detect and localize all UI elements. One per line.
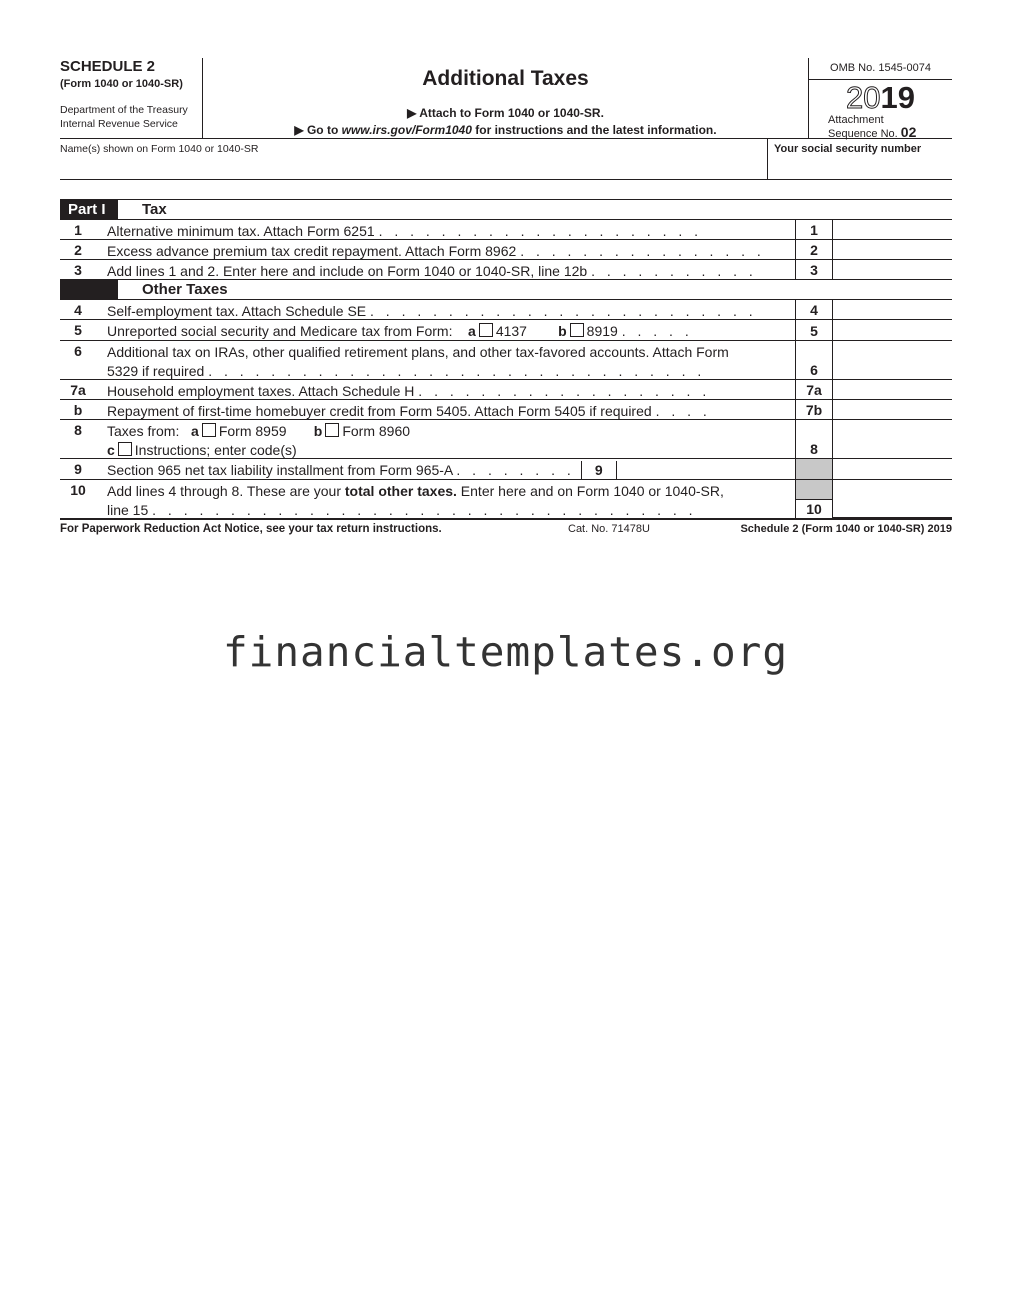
instructions-checkbox[interactable]: [118, 442, 132, 456]
goto-instruction: [203, 123, 808, 137]
form-title: Additional Taxes: [422, 67, 589, 90]
sequence-number: 02: [900, 124, 917, 140]
line-text: Unreported social security and Medicare tax from Form:: [107, 323, 453, 339]
line-description: [96, 320, 795, 340]
line-8: [60, 420, 952, 459]
line-box-label: 2: [795, 240, 833, 259]
line-description: [96, 480, 795, 518]
part1-label: Part I: [60, 200, 118, 219]
line-description: [96, 240, 795, 259]
line-number: 3: [74, 262, 82, 278]
form-8960-checkbox[interactable]: [325, 423, 339, 437]
line-description: [96, 400, 795, 419]
line-7b-amount[interactable]: [833, 400, 952, 419]
leader-dots: . . . . . . . . . . . . . . . . . . . . . . . . . . . . . . . .: [208, 363, 706, 379]
line-box-label: [795, 480, 833, 518]
line-text-post: Enter here and on Form 1040 or 1040-SR,: [456, 483, 724, 499]
line-text-1: Additional tax on IRAs, other qualified retirement plans, and other tax-favored accounts. Attach Form: [107, 344, 729, 360]
form-reference: (Form 1040 or 1040-SR): [60, 78, 183, 90]
shaded-box: [795, 459, 833, 479]
line-description: [96, 459, 795, 479]
line-text: Excess advance premium tax credit repayment. Attach Form 8962: [107, 243, 517, 259]
line-7a-amount[interactable]: [833, 380, 952, 399]
line-5: [60, 320, 952, 341]
line-text: Add lines 1 and 2. Enter here and include on Form 1040 or 1040-SR, line 12b: [107, 263, 588, 279]
line-number: 7a: [70, 382, 86, 398]
leader-dots: . . . . . . . . . . . . . . . . . . . . . . . . .: [370, 303, 757, 319]
line-8-amount[interactable]: [833, 420, 952, 458]
catalog-number: Cat. No. 71478U: [568, 523, 650, 535]
line-1: [60, 220, 952, 240]
line-box-label: 1: [795, 220, 833, 239]
leader-dots: . . . . . . . . . . . . . . . . . . . . . . . . . . . . . . . . . . .: [152, 502, 697, 518]
leader-dots: . . . . .: [621, 323, 693, 339]
line-number: 5: [74, 322, 82, 338]
line-2-amount[interactable]: [833, 240, 952, 259]
line-5-amount[interactable]: [833, 320, 952, 340]
line-description: [96, 341, 795, 379]
line-7b: [60, 400, 952, 420]
line-1-amount[interactable]: [833, 220, 952, 239]
name-field[interactable]: [60, 139, 767, 179]
line-text-bold: total other taxes.: [344, 483, 457, 499]
header-center: [203, 58, 808, 138]
line-box-label: 5: [795, 320, 833, 340]
omb-number: OMB No. 1545-0074: [809, 58, 952, 80]
part1-header: [60, 199, 952, 220]
option-b-letter: b: [558, 323, 567, 339]
option-a-text: Form 8959: [218, 423, 287, 439]
option-b-letter: b: [313, 423, 323, 439]
line-9-blank: [833, 459, 952, 479]
department-line2: Internal Revenue Service: [60, 118, 178, 130]
line-3: [60, 260, 952, 280]
option-a-letter: a: [191, 423, 199, 439]
header-right: [808, 58, 952, 138]
attach-instruction: ▶ Attach to Form 1040 or 1040-SR.: [407, 106, 604, 120]
goto-suffix: for instructions and the latest information.: [471, 123, 717, 137]
option-c-text: Instructions; enter code(s): [134, 442, 297, 458]
watermark-text: financialtemplates.org: [222, 628, 789, 676]
part2-title: Other Taxes: [142, 281, 228, 298]
line-6-amount[interactable]: [833, 341, 952, 379]
leader-dots: . . . . . . . . . . . . . . . . . . . . .: [378, 223, 703, 239]
line-description: [96, 420, 795, 458]
leader-dots: . . . . . . . . . . . . . . . . . . .: [418, 383, 711, 399]
part2-label-bar: [60, 280, 118, 299]
line-text: Taxes from:: [107, 423, 180, 439]
line-text: Household employment taxes. Attach Schedule H: [107, 383, 415, 399]
leader-dots: . . . . . . . . . . .: [591, 263, 757, 279]
schedule-label: SCHEDULE 2: [60, 58, 156, 75]
attachment-label: Attachment: [828, 114, 884, 126]
option-a-letter: a: [468, 323, 476, 339]
spacer: [60, 180, 952, 199]
line-3-amount[interactable]: [833, 260, 952, 279]
goto-prefix: ▶ Go to: [294, 123, 342, 137]
line-box-label: 9: [581, 461, 617, 479]
line-box-label: 4: [795, 300, 833, 319]
leader-dots: . . . . . . . . . . . . . . . .: [520, 243, 765, 259]
line-text: Repayment of first-time homebuyer credit from Form 5405. Attach Form 5405 if required: [107, 403, 652, 419]
shaded-box: [796, 480, 832, 499]
ssn-field[interactable]: [767, 139, 952, 179]
footer-schedule: Schedule 2 (Form 1040 or 1040-SR) 2019: [740, 523, 952, 535]
line-number: b: [73, 402, 83, 418]
line-number: 8: [74, 422, 82, 438]
part1-title: Tax: [142, 201, 167, 218]
line-description: [96, 220, 795, 239]
line-9-amount[interactable]: [617, 461, 727, 479]
line-text-2: line 15: [107, 502, 149, 518]
line-text: Self-employment tax. Attach Schedule SE: [107, 303, 367, 319]
form-header: [60, 58, 952, 139]
ssn-label: Your social security number: [774, 143, 922, 155]
line-10-box-number: 10: [796, 499, 832, 518]
line-text: Section 965 net tax liability installment from Form 965-A: [107, 462, 453, 478]
line-number: 6: [74, 343, 82, 359]
part2-header: [60, 280, 952, 300]
form-footer: [60, 518, 952, 535]
line-number: 10: [70, 482, 86, 498]
line-box-label: 3: [795, 260, 833, 279]
year-bold: 19: [880, 80, 915, 115]
line-4: [60, 300, 952, 320]
line-number: 2: [74, 242, 82, 258]
line-number: 9: [74, 461, 82, 477]
header-left: [60, 58, 203, 138]
schedule-2-form: [60, 58, 952, 535]
line-7a: [60, 380, 952, 400]
option-a-text: 4137: [495, 323, 527, 339]
line-box-label: 7a: [795, 380, 833, 399]
name-ssn-row: [60, 139, 952, 180]
line-description: [96, 260, 795, 279]
line-description: [96, 300, 795, 319]
paperwork-notice: For Paperwork Reduction Act Notice, see your tax return instructions.: [60, 523, 442, 535]
year-outline: 20: [846, 80, 881, 115]
option-b-text: 8919: [586, 323, 618, 339]
sequence-label: Sequence No.: [828, 128, 901, 140]
attachment-sequence: [809, 114, 952, 140]
department-line1: Department of the Treasury: [60, 104, 188, 116]
leader-dots: . . . .: [655, 403, 711, 419]
line-box-label: 8: [795, 420, 833, 458]
line-description: [96, 380, 795, 399]
line-10-amount[interactable]: [833, 480, 952, 518]
line-number: 4: [74, 302, 82, 318]
line-10: [60, 480, 952, 518]
line-4-amount[interactable]: [833, 300, 952, 319]
line-box-label: 7b: [795, 400, 833, 419]
line-number: 1: [74, 222, 82, 238]
form-8919-checkbox[interactable]: [570, 323, 584, 337]
irs-link[interactable]: www.irs.gov/Form1040: [341, 123, 472, 137]
line-2: [60, 240, 952, 260]
leader-dots: . . . . . . . .: [456, 462, 575, 478]
option-c-letter: c: [107, 442, 115, 458]
line-9: [60, 459, 952, 480]
form-8959-checkbox[interactable]: [202, 423, 216, 437]
form-4137-checkbox[interactable]: [479, 323, 493, 337]
department: [60, 103, 202, 131]
tax-year: [809, 82, 952, 114]
line-box-label: 6: [795, 341, 833, 379]
line-text: Alternative minimum tax. Attach Form 6251: [107, 223, 375, 239]
name-label: Name(s) shown on Form 1040 or 1040-SR: [60, 143, 259, 155]
line-text-pre: Add lines 4 through 8. These are your: [107, 483, 345, 499]
line-text-2: 5329 if required: [107, 363, 205, 379]
option-b-text: Form 8960: [342, 423, 411, 439]
line-6: [60, 341, 952, 380]
